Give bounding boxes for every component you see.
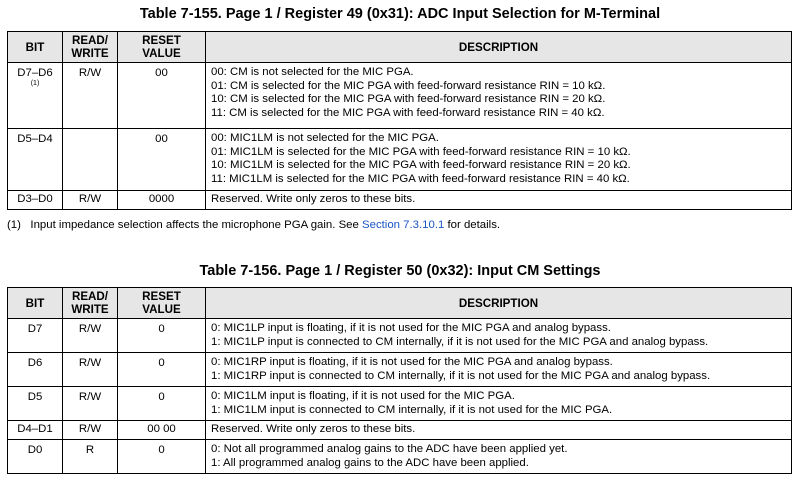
reset-cell: 0 xyxy=(118,353,206,387)
description-cell: 0: MIC1RP input is floating, if it is not used for the MIC PGA and analog bypass. 1: MIC1RP input is connected to CM internally, if it is not used for the MIC PGA and analog bypass. xyxy=(206,353,792,387)
reset-cell: 0 xyxy=(118,319,206,353)
table-title: Table 7-155. Page 1 / Register 49 (0x31): ADC Input Selection for M-Terminal xyxy=(139,6,661,22)
description-cell: 0: MIC1LP input is floating, if it is not used for the MIC PGA and analog bypass. 1: MIC1LP input is connected to CM internally, if it is not used for the MIC PGA and analog bypass. xyxy=(206,319,792,353)
rw-cell: R/W xyxy=(63,421,118,440)
description-cell: 0: MIC1LM input is floating, if it is not used for the MIC PGA. 1: MIC1LM input is connected to CM internally, if it is not used for the MIC PGA. xyxy=(206,387,792,421)
table-row xyxy=(8,129,792,191)
bit-cell: D3–D0 xyxy=(8,191,63,210)
description-cell: Reserved. Write only zeros to these bits. xyxy=(206,421,792,440)
rw-cell xyxy=(63,129,118,191)
table-row xyxy=(8,319,792,353)
bit-cell: D7–D6 (1) xyxy=(8,63,63,129)
header-reset-value: RESET VALUE xyxy=(118,32,206,63)
table-row xyxy=(8,353,792,387)
reset-cell: 0000 xyxy=(118,191,206,210)
rw-cell: R/W xyxy=(63,191,118,210)
bit-cell: D0 xyxy=(8,440,63,474)
bit-cell: D5 xyxy=(8,387,63,421)
header-row xyxy=(8,32,792,63)
rw-cell: R/W xyxy=(63,353,118,387)
footnote-ref: (1) xyxy=(30,80,40,87)
description-cell: 0: Not all programmed analog gains to the ADC have been applied yet. 1: All programmed analog gains to the ADC have been applied. xyxy=(206,440,792,474)
table-row xyxy=(8,63,792,129)
table-row xyxy=(8,421,792,440)
rw-cell: R/W xyxy=(63,319,118,353)
description-cell: 00: MIC1LM is not selected for the MIC PGA. 01: MIC1LM is selected for the MIC PGA with feed-forward resistance RIN = 10 kΩ. 10: MIC1LM is selected for the MIC PGA with feed-forward resistance RIN = 20 kΩ. 11: MIC1LM is selected for the MIC PGA with feed-forward resistance RIN = 40 kΩ. xyxy=(206,129,792,191)
footnote xyxy=(7,219,500,231)
reset-cell: 00 xyxy=(118,129,206,191)
table-row xyxy=(8,191,792,210)
table-row xyxy=(8,387,792,421)
rw-cell: R/W xyxy=(63,387,118,421)
reset-cell: 0 xyxy=(118,440,206,474)
header-description: DESCRIPTION xyxy=(206,32,792,63)
reset-cell: 00 xyxy=(118,63,206,129)
rw-cell: R/W xyxy=(63,63,118,129)
header-read-write: READ/ WRITE xyxy=(63,288,118,319)
header-description: DESCRIPTION xyxy=(206,288,792,319)
bit-cell: D6 xyxy=(8,353,63,387)
register-table xyxy=(7,31,792,210)
reset-cell: 00 00 xyxy=(118,421,206,440)
rw-cell: R xyxy=(63,440,118,474)
description-cell: 00: CM is not selected for the MIC PGA. 01: CM is selected for the MIC PGA with feed-forward resistance RIN = 10 kΩ. 10: CM is selected for the MIC PGA with feed-forward resistance RIN = 20 kΩ. 11: CM is selected for the MIC PGA with feed-forward resistance RIN = 40 kΩ. xyxy=(206,63,792,129)
table-title: Table 7-156. Page 1 / Register 50 (0x32): Input CM Settings xyxy=(199,263,601,279)
header-read-write: READ/ WRITE xyxy=(63,32,118,63)
footnote-text-end: for details. xyxy=(444,219,501,231)
header-bit: BIT xyxy=(8,288,63,319)
header-reset-value: RESET VALUE xyxy=(118,288,206,319)
bit-cell: D7 xyxy=(8,319,63,353)
header-bit: BIT xyxy=(8,32,63,63)
footnote-marker: (1) xyxy=(7,219,21,231)
footnote-text: Input impedance selection affects the microphone PGA gain. See xyxy=(30,219,363,231)
reset-cell: 0 xyxy=(118,387,206,421)
bit-cell: D4–D1 xyxy=(8,421,63,440)
section-link[interactable]: Section 7.3.10.1 xyxy=(362,219,445,231)
register-table xyxy=(7,287,792,474)
bit-cell: D5–D4 xyxy=(8,129,63,191)
table-row xyxy=(8,440,792,474)
description-cell: Reserved. Write only zeros to these bits. xyxy=(206,191,792,210)
header-row xyxy=(8,288,792,319)
